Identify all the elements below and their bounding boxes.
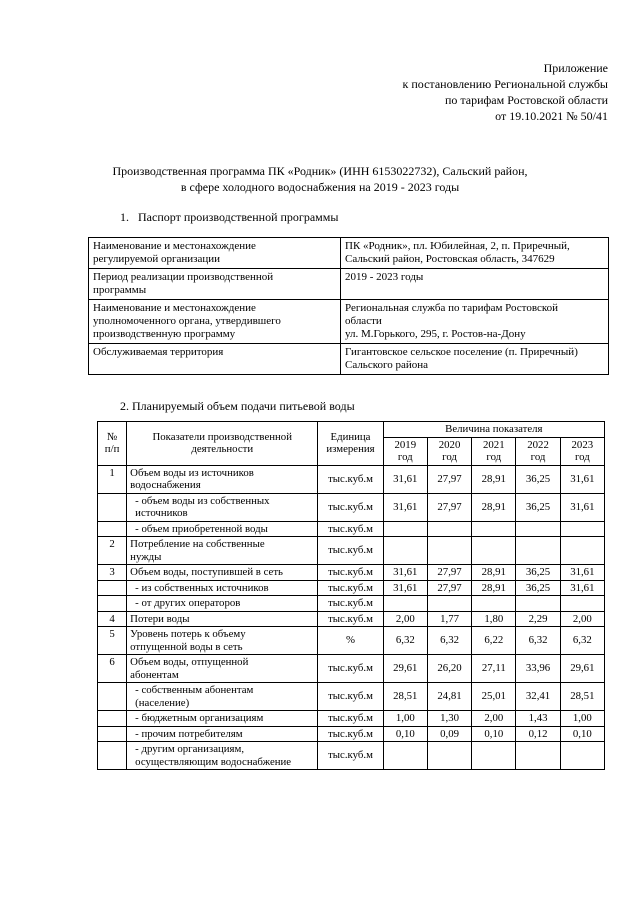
passport-value-cell [341,300,609,344]
row-unit: тыс.куб.м [318,465,383,493]
row-value: 27,97 [427,493,471,521]
volume-row [98,726,605,742]
row-value [472,537,516,565]
row-value: 31,61 [560,565,604,581]
passport-value-line: области [345,315,382,327]
row-unit: тыс.куб.м [318,611,383,627]
row-value: 6,32 [560,627,604,655]
row-number: 5 [98,627,127,655]
row-indicator-line: абонентам [130,668,179,681]
header-year [560,437,604,465]
section-number: 1. [120,210,129,224]
row-value [383,742,427,770]
header-year-line: 2021 [483,438,505,451]
row-unit: тыс.куб.м [318,580,383,596]
row-value: 32,41 [516,683,560,711]
row-value: 36,25 [516,580,560,596]
passport-value-line: 2019 - 2023 годы [345,271,424,283]
header-year-line: год [530,451,546,463]
row-number [98,711,127,727]
volume-row [98,493,605,521]
row-value [383,537,427,565]
row-value [516,596,560,612]
row-indicator [127,580,318,596]
row-indicator [127,565,318,581]
annex-line: от 19.10.2021 № 50/41 [495,109,608,123]
row-indicator-line: водоснабжения [130,479,201,491]
row-value: 28,91 [472,493,516,521]
row-indicator-line: источников [135,507,188,519]
passport-label-cell [89,269,341,300]
row-indicator [127,521,318,537]
row-number: 3 [98,565,127,581]
volume-row [98,521,605,537]
row-indicator-line: Уровень потерь к объему [130,628,246,640]
water-volume-table [97,421,605,770]
header-year-line: 2023 [571,438,594,451]
section-title: Паспорт производственной программы [138,210,339,224]
section-2-heading: 2. Планируемый объем подачи питьевой воды [120,399,355,413]
row-number: 1 [98,465,127,493]
passport-value-line: Сальский район, Ростовская область, 347629 [345,253,555,265]
row-value: 28,91 [472,580,516,596]
row-unit: тыс.куб.м [318,711,383,727]
row-value [560,537,604,565]
volume-row [98,565,605,581]
row-indicator-line: - из собственных источников [135,581,269,594]
row-indicator-line: Объем воды, поступившей в сеть [130,566,283,578]
row-value: 27,97 [427,580,471,596]
row-value [516,521,560,537]
row-indicator-line: отпущенной воды в сеть [130,640,243,653]
header-num-line: п/п [104,443,120,456]
row-value: 28,91 [472,465,516,493]
row-number [98,726,127,742]
passport-label-line: программы [93,284,147,296]
row-indicator-line: осуществляющим водоснабжение [135,755,292,768]
volume-row [98,596,605,612]
annex-block [403,60,608,124]
passport-label-line: производственную программу [93,328,236,340]
row-value: 6,32 [383,627,427,655]
header-year-line: 2020 [438,438,461,451]
row-indicator [127,742,318,770]
row-unit: тыс.куб.м [318,521,383,537]
row-value: 1,00 [560,711,604,727]
passport-label-line: регулируемой организации [93,253,221,265]
passport-body [89,238,609,375]
passport-value-line: Гигантовское сельское поселение (п. Приречный) [345,346,578,358]
row-indicator [127,493,318,521]
annex-line: Приложение [543,61,608,75]
passport-row [89,344,609,375]
header-unit-line: измерения [326,443,375,456]
row-value: 31,61 [383,580,427,596]
passport-label-line: Наименование и местонахождение [93,302,256,314]
row-indicator-line: - от других операторов [135,597,241,609]
header-year-line: год [574,451,590,463]
passport-label-line: Период реализации производственной [93,271,274,283]
row-value: 27,97 [427,465,471,493]
header-year [383,437,427,465]
row-value [560,596,604,612]
header-values-group: Величина показателя [383,422,604,438]
passport-row [89,300,609,344]
row-value: 27,97 [427,565,471,581]
header-num-line: № [106,430,118,443]
row-value: 1,30 [427,711,471,727]
row-value: 24,81 [427,683,471,711]
row-indicator-line: нужды [130,550,162,563]
row-value: 0,12 [516,726,560,742]
row-indicator-line: - прочим потребителям [135,727,243,740]
header-year [427,437,471,465]
row-indicator-line: Потребление на собственные [130,538,265,550]
passport-value-line: Региональная служба по тарифам Ростовской [345,302,559,314]
row-value: 6,32 [427,627,471,655]
volume-row [98,711,605,727]
row-number: 6 [98,655,127,683]
annex-line: по тарифам Ростовской области [444,93,608,107]
volume-row [98,537,605,565]
row-value [472,742,516,770]
volume-row [98,627,605,655]
row-unit: % [318,627,383,655]
row-indicator-line: - объем воды из собственных [135,494,270,507]
row-value [427,537,471,565]
row-indicator-line: Объем воды из источников [130,466,254,479]
row-value: 0,10 [560,726,604,742]
row-number [98,596,127,612]
row-value [516,742,560,770]
section-1-heading [120,210,338,225]
row-value: 31,61 [383,465,427,493]
passport-label-cell [89,300,341,344]
row-indicator [127,611,318,627]
row-number [98,493,127,521]
row-indicator-line: - бюджетным организациям [135,712,264,724]
row-value: 31,61 [560,465,604,493]
row-indicator [127,655,318,683]
volume-row [98,655,605,683]
row-value: 2,00 [560,611,604,627]
row-indicator [127,537,318,565]
row-indicator-line: - объем приобретенной воды [135,522,268,535]
annex-line: к постановлению Региональной службы [402,77,608,91]
row-value: 1,00 [383,711,427,727]
row-unit: тыс.куб.м [318,493,383,521]
header-year [472,437,516,465]
passport-label-line: Обслуживаемая территория [93,346,224,358]
passport-value-line: ул. М.Горького, 295, г. Ростов-на-Дону [345,328,526,340]
row-value: 36,25 [516,465,560,493]
row-value: 31,61 [383,493,427,521]
row-indicator-line: (население) [135,696,190,709]
row-indicator-line: Потери воды [130,612,190,625]
passport-row [89,238,609,269]
row-value [427,742,471,770]
row-value: 1,80 [472,611,516,627]
row-indicator-line: - другим организациям, [135,743,245,755]
header-year-line: 2022 [527,438,549,451]
row-indicator [127,596,318,612]
row-value: 6,22 [472,627,516,655]
header-indicator-line: деятельности [191,443,254,456]
header-year-line: год [486,451,502,463]
row-number [98,521,127,537]
header-year-line: год [397,451,413,463]
volume-row [98,611,605,627]
header-indicator-line: Показатели производственной [152,430,292,443]
passport-label-line: Наименование и местонахождение [93,240,256,252]
row-value: 0,10 [472,726,516,742]
row-value [560,742,604,770]
volume-row [98,580,605,596]
row-indicator [127,627,318,655]
row-value: 31,61 [560,580,604,596]
row-value: 28,91 [472,565,516,581]
row-value [472,596,516,612]
row-indicator [127,683,318,711]
row-unit: тыс.куб.м [318,726,383,742]
row-value: 28,51 [383,683,427,711]
volume-row [98,683,605,711]
passport-value-line: Сальского района [345,359,429,371]
title-line: в сфере холодного водоснабжения на 2019 - 2023 годы [180,180,460,194]
header-year-line: год [442,451,457,463]
row-value: 36,25 [516,493,560,521]
row-indicator [127,465,318,493]
header-unit-line: Единица [330,430,371,443]
row-value [427,521,471,537]
row-value [560,521,604,537]
row-value: 2,00 [383,611,427,627]
row-value: 29,61 [560,655,604,683]
row-value: 28,51 [560,683,604,711]
row-value: 6,32 [516,627,560,655]
header-year [516,437,560,465]
row-value: 0,09 [427,726,471,742]
row-value: 31,61 [383,565,427,581]
row-value: 1,43 [516,711,560,727]
header-num [98,422,127,466]
title-line: Производственная программа ПК «Родник» (ИНН 6153022732), Сальский район, [112,164,528,178]
row-value: 27,11 [472,655,516,683]
row-indicator-line: Объем воды, отпущенной [130,656,249,668]
passport-value-line: ПК «Родник», пл. Юбилейная, 2, п. Приречный, [345,240,570,252]
row-number [98,742,127,770]
row-value [383,521,427,537]
row-value: 36,25 [516,565,560,581]
row-indicator-line: - собственным абонентам [135,684,254,696]
row-number [98,683,127,711]
row-value: 25,01 [472,683,516,711]
passport-label-cell [89,344,341,375]
row-value: 2,29 [516,611,560,627]
volume-row [98,465,605,493]
row-value: 0,10 [383,726,427,742]
row-indicator [127,711,318,727]
row-value: 33,96 [516,655,560,683]
header-unit [318,422,383,466]
row-unit: тыс.куб.м [318,565,383,581]
row-unit: тыс.куб.м [318,655,383,683]
header-year-line: 2019 [394,438,417,451]
row-indicator [127,726,318,742]
passport-table [88,237,609,375]
passport-label-cell [89,238,341,269]
row-value: 31,61 [560,493,604,521]
row-value: 26,20 [427,655,471,683]
row-value: 1,77 [427,611,471,627]
row-number [98,580,127,596]
row-value [472,521,516,537]
row-value [516,537,560,565]
row-value [427,596,471,612]
row-value [383,596,427,612]
header-indicator [127,422,318,466]
row-number: 4 [98,611,127,627]
row-value: 29,61 [383,655,427,683]
row-unit: тыс.куб.м [318,742,383,770]
volume-row [98,742,605,770]
passport-value-cell [341,238,609,269]
passport-label-line: уполномоченного органа, утвердившего [93,315,281,327]
passport-row [89,269,609,300]
passport-value-cell [341,269,609,300]
passport-value-cell [341,344,609,375]
row-unit: тыс.куб.м [318,596,383,612]
row-number: 2 [98,537,127,565]
document-title [0,163,640,195]
row-unit: тыс.куб.м [318,537,383,565]
volume-table-body [98,465,605,770]
row-value: 2,00 [472,711,516,727]
volume-table-header [98,422,605,466]
row-unit: тыс.куб.м [318,683,383,711]
